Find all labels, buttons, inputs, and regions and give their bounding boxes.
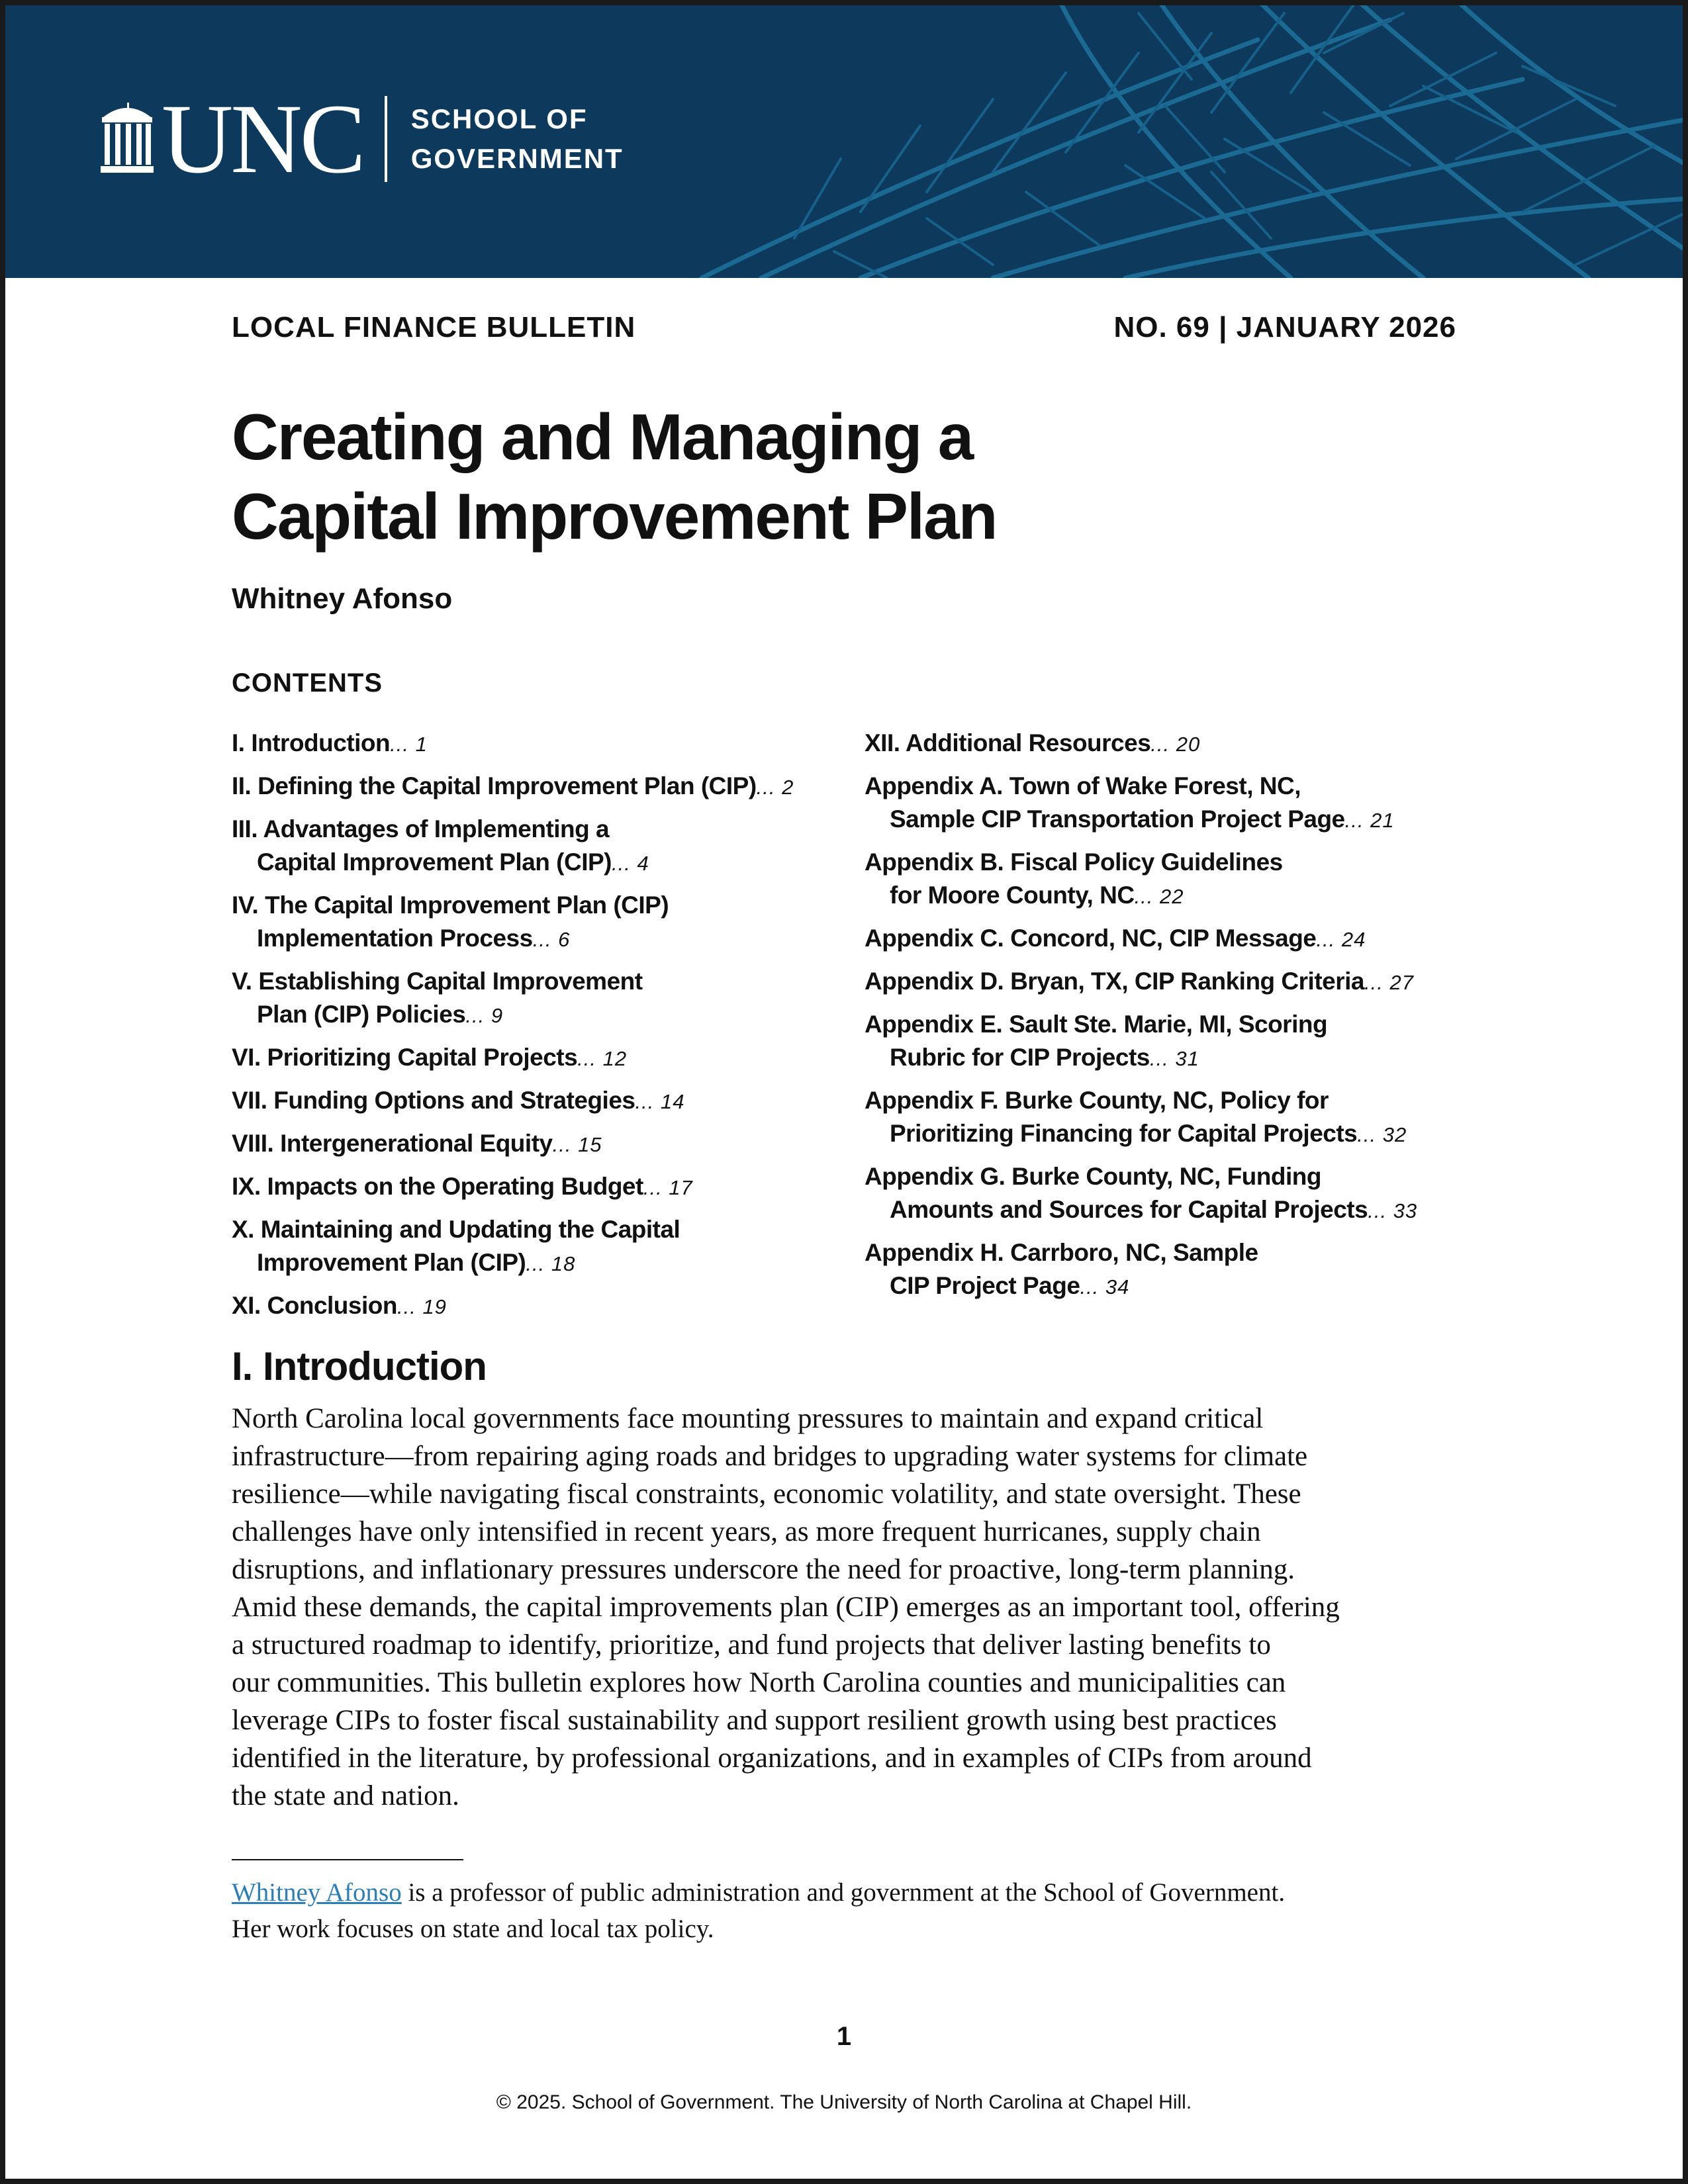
toc-leader: ...: [1080, 1275, 1100, 1298]
toc-leader: ...: [465, 1004, 485, 1027]
paragraph-line: challenges have only intensified in recent years, as more frequent hurricanes, supply chain: [232, 1516, 1261, 1547]
unc-wordmark: UNC: [162, 84, 363, 194]
footnote-line-1: [232, 1874, 1463, 1911]
toc-entry[interactable]: [865, 846, 1460, 913]
org-name-line-1: SCHOOL OF: [410, 103, 588, 134]
toc-entry-title-line-2: Plan (CIP) Policies: [257, 1001, 466, 1028]
logo-divider: [385, 96, 387, 182]
toc-entry-title: VII. Funding Options and Strategies: [232, 1087, 635, 1114]
title-line-2: Capital Improvement Plan: [232, 480, 997, 553]
toc-entry-title: III. Advantages of Implementing a: [232, 815, 610, 842]
toc-page-number: [533, 928, 571, 951]
toc-leader: ...: [635, 1090, 655, 1113]
toc-entry[interactable]: [865, 1008, 1460, 1075]
paragraph-line: leverage CIPs to foster fiscal sustainability and support resilient growth using best practices: [232, 1705, 1277, 1736]
toc-page-value: 17: [669, 1176, 693, 1199]
toc-entry-title: I. Introduction: [232, 729, 391, 756]
toc-page-value: 12: [602, 1047, 628, 1070]
toc-entry-title-line-2: Improvement Plan (CIP): [257, 1249, 526, 1276]
toc-leader: ...: [643, 1176, 663, 1199]
toc-entry-title: Appendix E. Sault Ste. Marie, MI, Scoring: [865, 1011, 1328, 1038]
paragraph-line: North Carolina local governments face mounting pressures to maintain and expand critical: [232, 1403, 1264, 1434]
toc-entry-title-line-2: Amounts and Sources for Capital Projects: [890, 1196, 1368, 1223]
toc-leader: ...: [1357, 1123, 1377, 1146]
toc-page-number: [1150, 733, 1200, 756]
toc-left-column: [232, 727, 841, 1332]
toc-page-number: [1150, 1047, 1199, 1070]
org-name: [411, 99, 624, 179]
toc-entry-title-line-2: for Moore County, NC: [890, 882, 1135, 909]
paragraph-line: our communities. This bulletin explores how North Carolina counties and municipalities can: [232, 1667, 1286, 1698]
toc-page-number: [1080, 1275, 1129, 1298]
toc-entry-title: IV. The Capital Improvement Plan (CIP): [232, 891, 669, 919]
toc-entry-title: V. Establishing Capital Improvement: [232, 968, 643, 995]
header-banner: [0, 0, 1688, 278]
toc-page-number: [643, 1176, 693, 1199]
unc-sog-logo: [99, 84, 624, 194]
toc-page-value: 4: [637, 852, 649, 875]
toc-page-number: [465, 1004, 503, 1027]
toc-entry-title: Appendix C. Concord, NC, CIP Message: [865, 925, 1317, 952]
toc-leader: ...: [577, 1047, 597, 1070]
toc-page-value: 1: [415, 733, 428, 756]
footnote-line-2: Her work focuses on state and local tax policy.: [232, 1915, 714, 1943]
section-heading: I. Introduction: [232, 1344, 487, 1388]
toc-page-value: 19: [422, 1295, 447, 1318]
author-footnote: [232, 1874, 1463, 1947]
paragraph-line: a structured roadmap to identify, prioritize, and fund projects that deliver lasting benefits to: [232, 1629, 1271, 1661]
toc-page-number: [1364, 971, 1414, 994]
toc-entry-title-line-2: Capital Improvement Plan (CIP): [257, 848, 612, 876]
toc-page-number: [635, 1090, 684, 1113]
toc-entry-title: IX. Impacts on the Operating Budget: [232, 1173, 643, 1200]
toc-page-value: 22: [1160, 885, 1184, 908]
footnote-rule: [232, 1859, 463, 1860]
toc-page-value: 32: [1382, 1123, 1407, 1146]
document-title: [232, 397, 1423, 556]
toc-leader: ...: [1368, 1199, 1387, 1222]
toc-entry-title: Appendix H. Carrboro, NC, Sample: [865, 1239, 1258, 1266]
toc-leader: ...: [1364, 971, 1383, 994]
toc-leader: ...: [526, 1252, 545, 1275]
toc-entry-title-cont: [232, 922, 841, 956]
toc-leader: ...: [756, 776, 776, 799]
toc-page-value: 6: [558, 928, 571, 951]
toc-entry-title-cont: [232, 846, 841, 880]
series-name: LOCAL FINANCE BULLETIN: [232, 311, 636, 343]
toc-page-number: [757, 776, 794, 799]
toc-page-value: 33: [1393, 1199, 1418, 1222]
toc-page-number: [1357, 1123, 1407, 1146]
toc-page-value: 31: [1175, 1047, 1199, 1070]
toc-entry[interactable]: [865, 1236, 1460, 1304]
toc-entry[interactable]: [232, 1213, 841, 1281]
toc-leader: ...: [1150, 733, 1170, 756]
toc-entry-title-cont: [232, 1246, 841, 1281]
toc-leader: ...: [390, 733, 409, 756]
toc-entry[interactable]: [865, 727, 1460, 761]
toc-page-number: [577, 1047, 627, 1070]
page-number: 1: [836, 2022, 852, 2051]
toc-page-value: 9: [491, 1004, 504, 1027]
toc-page-value: 20: [1176, 733, 1201, 756]
toc-entry-title: Appendix F. Burke County, NC, Policy for: [865, 1087, 1329, 1114]
toc-entry[interactable]: [232, 1289, 841, 1324]
paragraph-line: identified in the literature, by professional organizations, and in examples of CIPs from around: [232, 1743, 1312, 1774]
toc-page-number: [553, 1133, 602, 1156]
toc-entry-title: X. Maintaining and Updating the Capital: [232, 1216, 680, 1243]
toc-entry-title: VI. Prioritizing Capital Projects: [232, 1044, 578, 1071]
toc-leader: ...: [1149, 1047, 1169, 1070]
toc-leader: ...: [397, 1295, 416, 1318]
old-well-icon: [99, 103, 155, 175]
paragraph-line: infrastructure—from repairing aging roads and bridges to upgrading water systems for climate: [232, 1441, 1308, 1472]
author-name: Whitney Afonso: [232, 582, 453, 615]
footnote-line-1-text: is a professor of public administration and government at the School of Government.: [401, 1878, 1286, 1907]
toc-entry-title-cont: [865, 879, 1460, 913]
toc-entry-title-cont: [865, 803, 1460, 837]
toc-entry[interactable]: [232, 889, 841, 956]
toc-page-value: 27: [1389, 971, 1414, 994]
toc-page-value: 15: [578, 1133, 602, 1156]
toc-entry-title: XII. Additional Resources: [865, 729, 1151, 756]
toc-page-value: 2: [782, 776, 794, 799]
org-name-line-2: GOVERNMENT: [410, 143, 624, 174]
toc-entry[interactable]: [232, 965, 841, 1032]
toc-entry-title: Appendix G. Burke County, NC, Funding: [865, 1163, 1321, 1190]
toc-page-number: [612, 852, 649, 875]
toc-entry[interactable]: [232, 1127, 841, 1161]
toc-entry-title-line-2: Prioritizing Financing for Capital Projects: [890, 1120, 1358, 1147]
paragraph-line: the state and nation.: [232, 1780, 459, 1811]
toc-entry-title: Appendix A. Town of Wake Forest, NC,: [865, 772, 1301, 799]
toc-leader: ...: [612, 852, 631, 875]
copyright-notice: © 2025. School of Government. The University of North Carolina at Chapel Hill.: [496, 2091, 1192, 2113]
toc-entry[interactable]: [865, 1160, 1460, 1228]
toc-leader: ...: [532, 928, 552, 951]
title-line-1: Creating and Managing a: [232, 400, 973, 473]
toc-entry-title-line-2: CIP Project Page: [890, 1272, 1080, 1299]
toc-page-value: 18: [551, 1252, 576, 1275]
toc-leader: ...: [1134, 885, 1154, 908]
toc-leader: ...: [1316, 928, 1336, 951]
toc-entry[interactable]: [232, 1170, 841, 1205]
issue-number: NO. 69 | JANUARY 2026: [1113, 311, 1456, 343]
toc-page-number: [526, 1252, 575, 1275]
toc-entry-title-cont: [865, 1193, 1460, 1228]
toc-right-column: [865, 727, 1460, 1312]
toc-entry[interactable]: [232, 727, 841, 761]
toc-leader: ...: [1344, 809, 1364, 832]
toc-page-number: [1316, 928, 1366, 951]
toc-entry[interactable]: [232, 770, 841, 804]
toc-entry-title-line-2: Sample CIP Transportation Project Page: [890, 805, 1345, 833]
toc-entry-title: II. Defining the Capital Improvement Plan (CIP): [232, 772, 757, 799]
toc-entry-title: VIII. Intergenerational Equity: [232, 1130, 553, 1157]
toc-entry[interactable]: [865, 770, 1460, 837]
toc-entry[interactable]: [865, 965, 1460, 999]
toc-leader: ...: [552, 1133, 572, 1156]
author-link[interactable]: Whitney Afonso: [232, 1878, 402, 1907]
toc-entry-title-cont: [865, 1041, 1460, 1075]
toc-page-value: 24: [1341, 928, 1366, 951]
toc-entry[interactable]: [865, 922, 1460, 956]
paragraph-line: Amid these demands, the capital improvements plan (CIP) emerges as an important tool, offering: [232, 1592, 1340, 1623]
toc-entry[interactable]: [232, 813, 841, 880]
toc-entry-title: Appendix B. Fiscal Policy Guidelines: [865, 848, 1283, 876]
toc-entry-title-cont: [232, 998, 841, 1032]
toc-entry-title-cont: [865, 1269, 1460, 1304]
toc-page-number: [1345, 809, 1395, 832]
toc-entry[interactable]: [232, 1041, 841, 1075]
toc-entry-title-line-2: Implementation Process: [257, 925, 533, 952]
toc-entry-title: Appendix D. Bryan, TX, CIP Ranking Criteria: [865, 968, 1364, 995]
toc-page-number: [390, 733, 428, 756]
toc-page-value: 14: [660, 1090, 685, 1113]
toc-page-number: [397, 1295, 447, 1318]
paragraph-line: resilience—while navigating fiscal constraints, economic volatility, and state oversight. These: [232, 1479, 1301, 1510]
intro-paragraph: [232, 1400, 1463, 1815]
toc-entry[interactable]: [865, 1084, 1460, 1152]
toc-entry-title-cont: [865, 1117, 1460, 1152]
toc-entry[interactable]: [232, 1084, 841, 1118]
toc-page-number: [1368, 1199, 1417, 1222]
toc-page-number: [1135, 885, 1184, 908]
toc-entry-title-line-2: Rubric for CIP Projects: [890, 1044, 1150, 1071]
toc-page-value: 34: [1105, 1275, 1130, 1298]
toc-entry-title: XI. Conclusion: [232, 1292, 397, 1319]
toc-page-value: 21: [1370, 809, 1395, 832]
contents-heading: CONTENTS: [232, 668, 383, 698]
paragraph-line: disruptions, and inflationary pressures underscore the need for proactive, long-term planning.: [232, 1554, 1295, 1585]
